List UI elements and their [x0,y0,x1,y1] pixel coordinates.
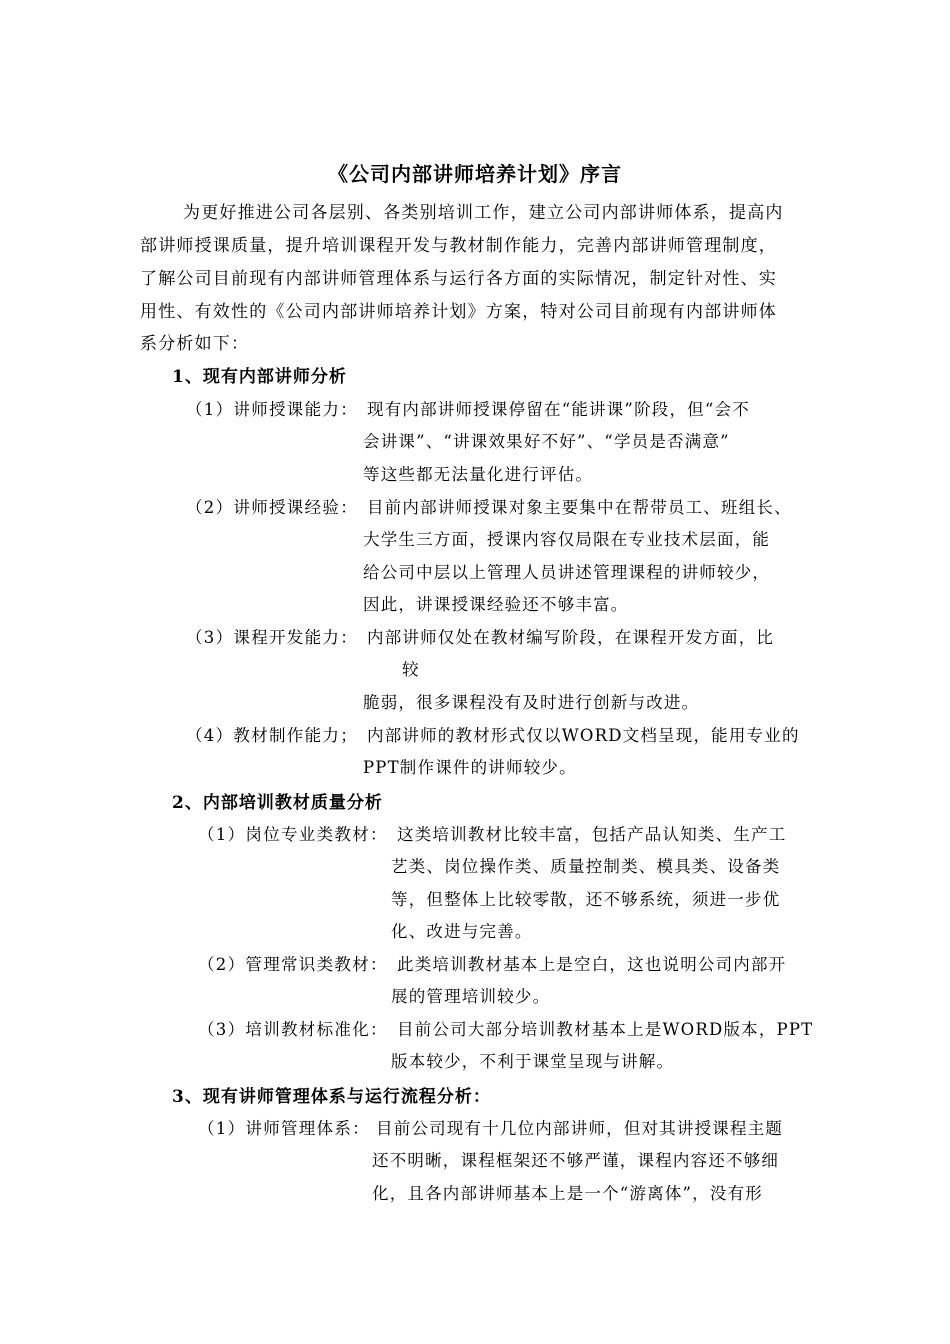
item-line: 还不明晰，课程框架还不够严谨，课程内容还不够细 [372,1151,780,1170]
intro-line: 了解公司目前现有内部讲师管理体系与运行各方面的实际情况，制定针对性、实 [140,269,777,289]
item-line: 内部讲师仅处在教材编写阶段，在课程开发方面，比 [367,628,775,647]
item-line: PPT制作课件的讲师较少。 [363,758,577,777]
intro-line: 为更好推进公司各层别、各类别培训工作，建立公司内部讲师体系，提高内 [183,203,784,223]
section-heading: 3、现有讲师管理体系与运行流程分析： [172,1087,491,1107]
item-label: （3）课程开发能力： [186,628,358,647]
item-line: 会讲课”、“讲课效果好不好”、“学员是否满意” [363,432,730,451]
section-heading: 1、现有内部讲师分析 [172,367,347,387]
intro-line: 部讲师授课质量，提升培训课程开发与教材制作能力，完善内部讲师管理制度， [140,236,777,256]
item-line: 大学生三方面，授课内容仅局限在专业技术层面，能 [363,530,771,549]
document-title: 《公司内部讲师培养计划》序言 [328,162,622,186]
item-line: 目前公司大部分培训教材基本上是WORD版本，PPT [397,1020,814,1039]
item-label: （1）讲师管理体系： [198,1119,370,1138]
item-line: 等，但整体上比较零散，还不够系统，须进一步优 [391,890,781,909]
item-line: 较 [402,660,420,679]
item-line: 等这些都无法量化进行评估。 [363,465,594,484]
item-line: 化、改进与完善。 [391,922,533,941]
item-line: 目前公司现有十几位内部讲师，但对其讲授课程主题 [376,1119,784,1138]
item-line: 给公司中层以上管理人员讲述管理课程的讲师较少， [363,563,771,582]
item-line: 版本较少，不利于课堂呈现与讲解。 [391,1052,675,1071]
item-line: 目前内部讲师授课对象主要集中在帮带员工、班组长、 [367,498,792,517]
item-line: 展的管理培训较少。 [391,987,551,1006]
item-label: （1）岗位专业类教材： [198,825,388,844]
item-line: 此类培训教材基本上是空白，这也说明公司内部开 [397,955,787,974]
item-label: （1）讲师授课能力： [186,400,358,419]
item-line: 现有内部讲师授课停留在“能讲课”阶段，但“会不 [367,400,750,419]
item-line: 内部讲师的教材形式仅以WORD文档呈现，能用专业的 [367,726,800,745]
section-heading: 2、内部培训教材质量分析 [172,793,383,813]
item-line: 因此，讲课授课经验还不够丰富。 [363,595,629,614]
item-label: （2）讲师授课经验： [186,498,358,517]
item-label: （2）管理常识类教材： [198,955,388,974]
intro-line: 系分析如下： [140,334,250,354]
item-line: 化，且各内部讲师基本上是一个“游离体”，没有形 [372,1184,763,1203]
item-line: 脆弱，很多课程没有及时进行创新与改进。 [363,693,700,712]
item-line: 艺类、岗位操作类、质量控制类、模具类、设备类 [391,857,781,876]
intro-line: 用性、有效性的《公司内部讲师培养计划》方案，特对公司目前现有内部讲师体 [140,302,777,322]
item-line: 这类培训教材比较丰富，包括产品认知类、生产工 [397,825,787,844]
item-label: （4）教材制作能力； [186,726,358,745]
item-label: （3）培训教材标准化： [198,1020,388,1039]
